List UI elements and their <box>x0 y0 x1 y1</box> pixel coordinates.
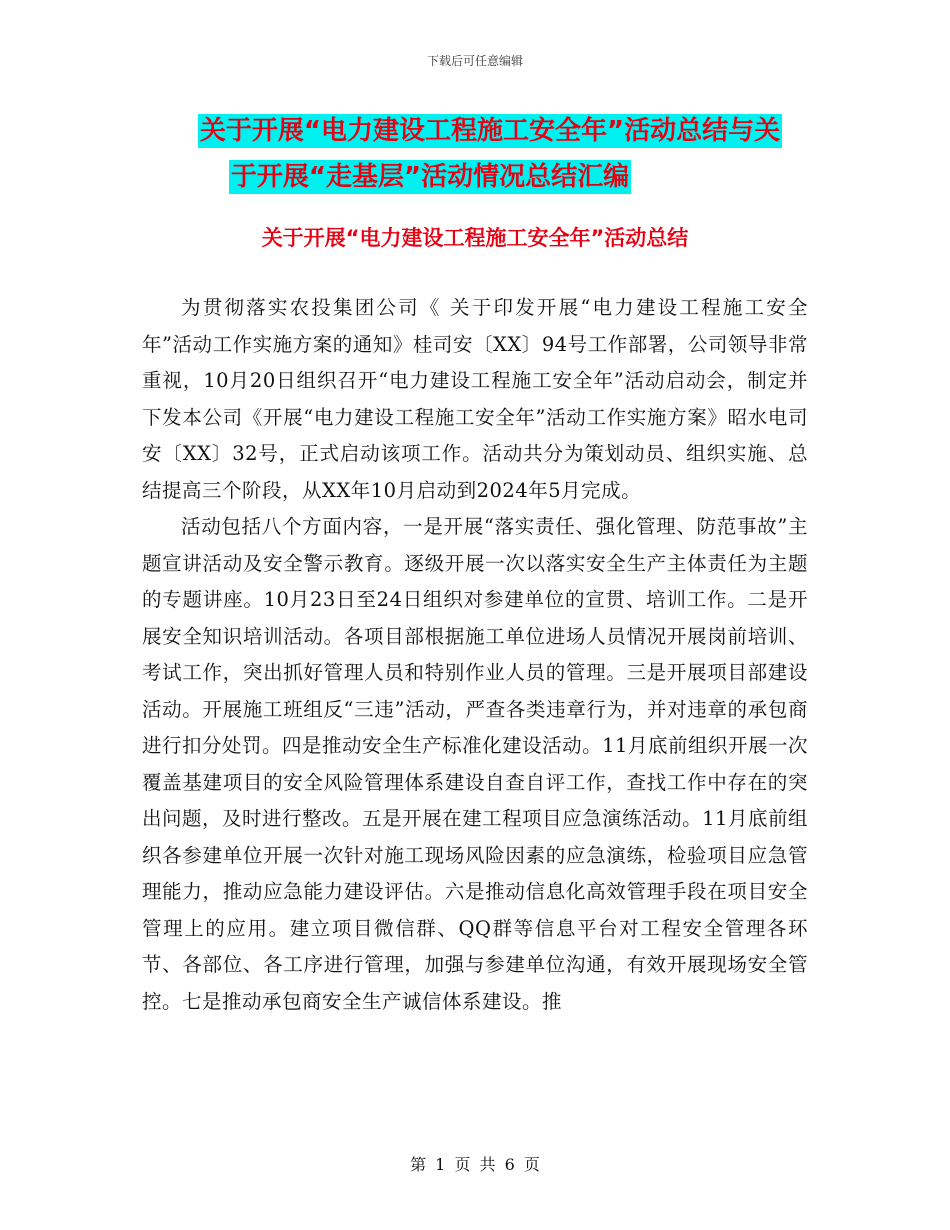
page-footer: 第 1 页 共 6 页 <box>410 1155 540 1174</box>
header-note: 下载后可任意编辑 <box>426 54 523 68</box>
section-title: 关于开展“电力建设工程施工安全年”活动总结 <box>261 226 689 250</box>
title-highlight-2: 于开展“走基层”活动情况总结汇编 <box>230 162 630 192</box>
document-title-line-1 <box>0 108 950 154</box>
document-title-line-2 <box>0 154 950 200</box>
title-highlight-1: 关于开展“电力建设工程施工安全年”活动总结与关 <box>199 116 781 146</box>
paragraph: 为贯彻落实农投集团公司《 关于印发开展“电力建设工程施工安全年”活动工作实施方案的通知》桂司安〔XX〕94号工作部署，公司领导非常重视，10月20日组织召开“电力建设工程施工安全年”活动启动会，制定并下发本公司《开展“电力建设工程施工安全年”活动工作实施方案》昭水电司安〔XX〕32号，正式启动该项工作。活动共分为策划动员、组织实施、总结提高三个阶段，从XX年10月启动到2024年5月完成。 <box>142 296 808 502</box>
document-title <box>0 108 950 200</box>
body-text <box>142 290 808 1020</box>
paragraph: 活动包括八个方面内容，一是开展“落实责任、强化管理、防范事故”主题宣讲活动及安全警示教育。逐级开展一次以落实安全生产主体责任为主题的专题讲座。10月23日至24日组织对参建单位的宣贯、培训工作。二是开展安全知识培训活动。各项目部根据施工单位进场人员情况开展岗前培训、考试工作，突出抓好管理人员和特别作业人员的管理。三是开展项目部建设活动。开展施工班组反“三违”活动，严查各类违章行为，并对违章的承包商进行扣分处罚。四是推动安全生产标准化建设活动。11月底前组织开展一次覆盖基建项目的安全风险管理体系建设自查自评工作，查找工作中存在的突出问题，及时进行整改。五是开展在建工程项目应急演练活动。11月底前组织各参建单位开展一次针对施工现场风险因素的应急演练，检验项目应急管理能力，推动应急能力建设评估。六是推动信息化高效管理手段在项目安全管理上的应用。建立项目微信群、QQ群等信息平台对工程安全管理各环节、各部位、各工序进行管理，加强与参建单位沟通，有效开展现场安全管控。七是推动承包商安全生产诚信体系建设。推 <box>142 515 808 1013</box>
